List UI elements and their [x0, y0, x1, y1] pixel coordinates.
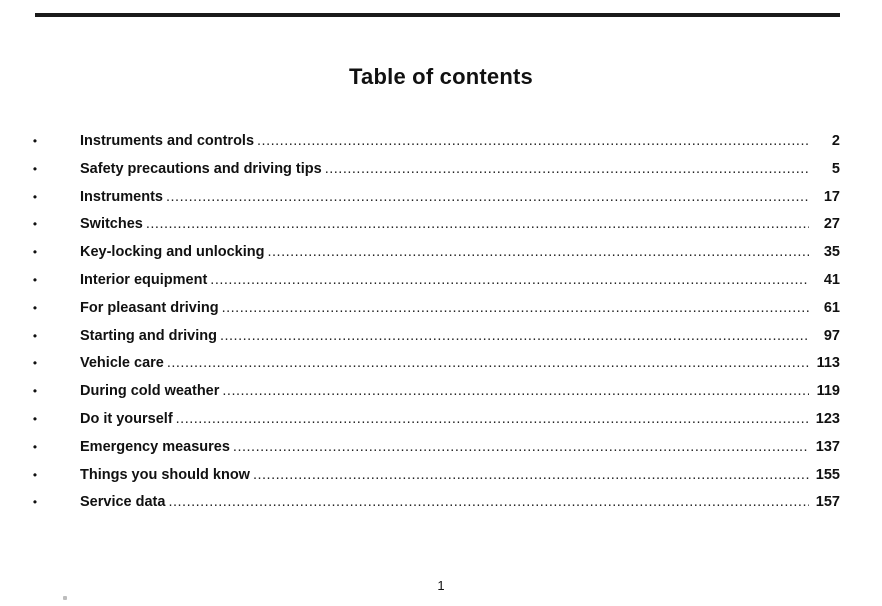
toc-entry-line [80, 489, 840, 517]
dot-leader [210, 267, 809, 295]
bullet-icon: • [32, 411, 38, 426]
bullet-icon: • [32, 328, 38, 343]
page-number: 1 [437, 578, 445, 593]
scan-speck [63, 596, 67, 600]
toc-entry-line [80, 295, 840, 323]
dot-leader [166, 184, 809, 212]
toc-entry[interactable] [0, 184, 882, 212]
toc-entry-label: Service data [80, 494, 166, 511]
toc-entry[interactable] [0, 489, 882, 517]
toc-entry[interactable] [0, 434, 882, 462]
toc-entry-line [80, 434, 840, 462]
dot-leader [257, 128, 809, 156]
bullet-icon: • [32, 161, 38, 176]
toc-entry-label: For pleasant driving [80, 299, 219, 316]
toc-entry-page: 123 [815, 410, 840, 427]
toc-entry-label: Interior equipment [80, 271, 208, 288]
toc-entry-label: Instruments [80, 188, 163, 205]
toc-entry-page: 157 [815, 494, 840, 511]
toc-entry-line [80, 406, 840, 434]
dot-leader [222, 378, 809, 406]
bullet-icon: • [32, 134, 38, 148]
bullet-icon: • [32, 272, 38, 287]
toc-entry-page: 41 [823, 271, 840, 288]
toc-entry[interactable] [0, 378, 882, 406]
toc-entry[interactable] [0, 211, 882, 239]
bullet-icon: • [32, 217, 38, 232]
toc-entry-page: 137 [815, 438, 840, 455]
toc-entry-label: Emergency measures [80, 438, 230, 455]
dot-leader [233, 434, 809, 462]
dot-leader [176, 406, 809, 434]
toc-entry-page: 5 [831, 160, 840, 177]
toc-entry-label: Do it yourself [80, 410, 173, 427]
toc-entry[interactable] [0, 239, 882, 267]
toc-entry-label: Things you should know [80, 466, 250, 483]
toc-entry-line [80, 184, 840, 212]
top-rule [35, 13, 840, 17]
bullet-icon: • [32, 439, 38, 454]
toc-entry-page: 155 [815, 466, 840, 483]
toc-entry-line [80, 323, 840, 351]
toc-entry[interactable] [0, 350, 882, 378]
toc-entry-label: Safety precautions and driving tips [80, 160, 322, 177]
dot-leader [325, 156, 809, 184]
dot-leader [167, 350, 809, 378]
dot-leader [268, 239, 810, 267]
toc-entry-label: Vehicle care [80, 355, 164, 372]
bullet-icon: • [32, 467, 38, 482]
toc-entry-page: 61 [823, 299, 840, 316]
bullet-icon: • [32, 245, 38, 260]
toc-entry-label: Switches [80, 216, 143, 233]
toc-entry-line [80, 156, 840, 184]
toc-entry[interactable] [0, 128, 882, 156]
toc-entry-page: 35 [823, 244, 840, 261]
dot-leader [168, 489, 809, 517]
bullet-icon: • [32, 384, 38, 399]
toc-entry[interactable] [0, 156, 882, 184]
bullet-icon: • [32, 300, 38, 315]
dot-leader [220, 323, 809, 351]
toc-entry-page: 97 [823, 327, 840, 344]
toc-entry-label: Instruments and controls [80, 133, 255, 149]
toc-entry-line [80, 128, 840, 156]
toc-entry[interactable] [0, 323, 882, 351]
dot-leader [222, 295, 809, 323]
bullet-icon: • [32, 189, 38, 204]
toc-entry-line [80, 211, 840, 239]
toc-entry-page: 2 [831, 133, 840, 149]
table-of-contents [0, 128, 882, 517]
toc-entry[interactable] [0, 462, 882, 490]
toc-entry[interactable] [0, 267, 882, 295]
toc-entry-line [80, 378, 840, 406]
toc-entry[interactable] [0, 295, 882, 323]
toc-entry-label: Starting and driving [80, 327, 217, 344]
toc-entry-page: 113 [816, 355, 840, 372]
dot-leader [146, 211, 809, 239]
toc-entry-page: 119 [816, 383, 840, 400]
dot-leader [253, 462, 809, 490]
page-title: Table of contents [349, 64, 533, 89]
toc-entry-line [80, 350, 840, 378]
toc-entry-page: 17 [823, 188, 840, 205]
toc-entry-line [80, 462, 840, 490]
bullet-icon: • [32, 356, 38, 371]
toc-entry-label: Key-locking and unlocking [80, 244, 265, 261]
bullet-icon: • [32, 495, 38, 510]
toc-entry-line [80, 267, 840, 295]
toc-entry-page: 27 [823, 216, 840, 233]
toc-entry[interactable] [0, 406, 882, 434]
toc-entry-label: During cold weather [80, 383, 220, 400]
toc-entry-line [80, 239, 840, 267]
